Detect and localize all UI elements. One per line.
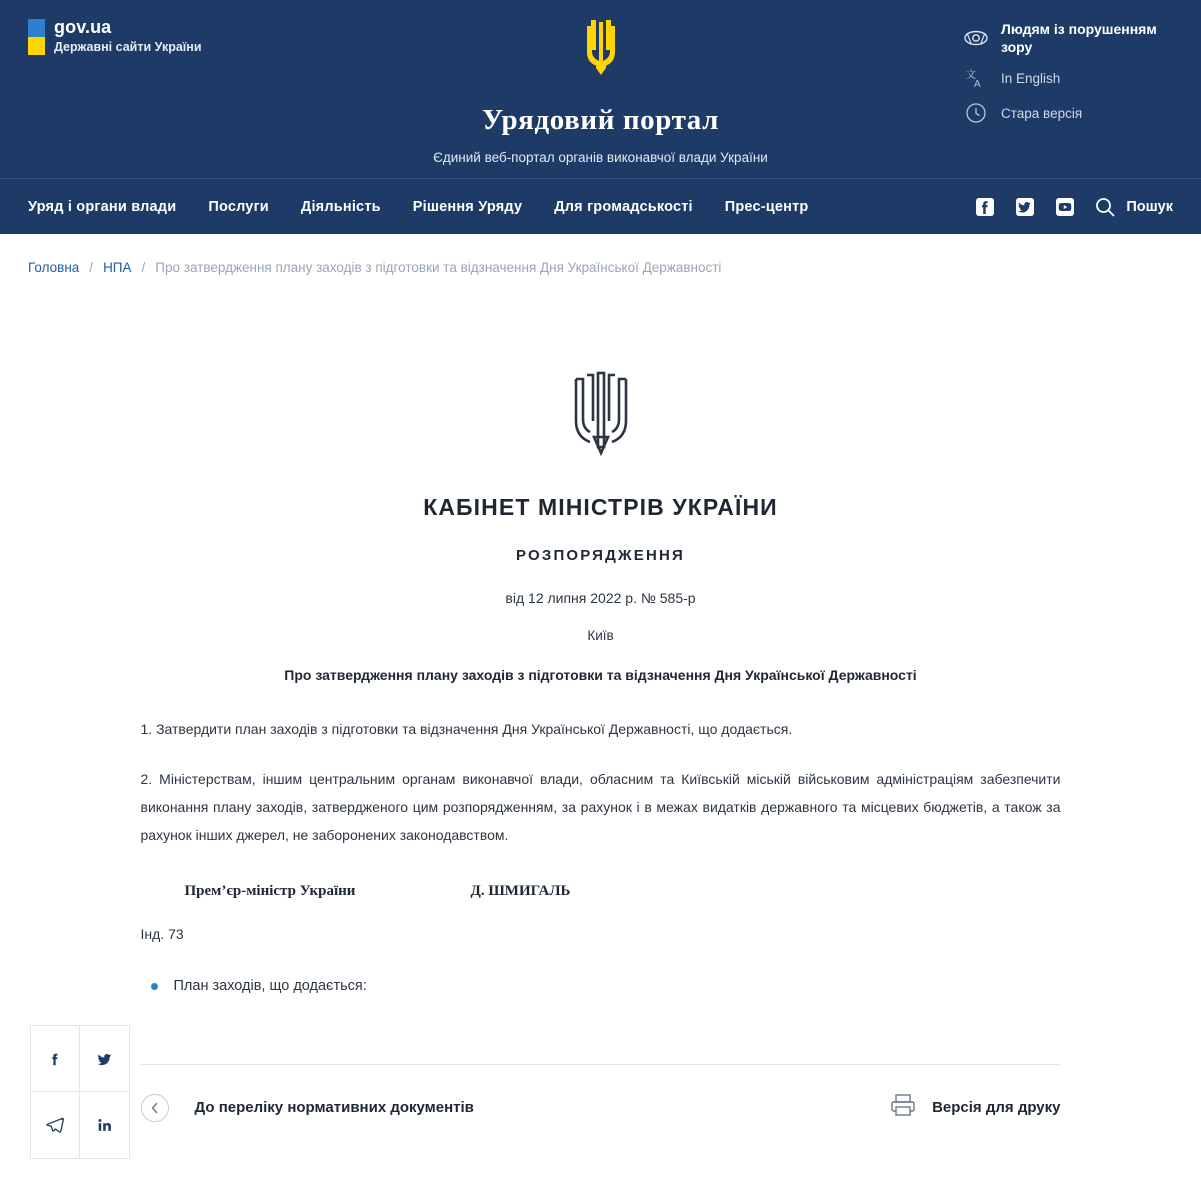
twitter-icon[interactable] — [1014, 196, 1036, 218]
print-version-button[interactable] — [890, 1093, 1060, 1122]
attachment-item[interactable] — [141, 978, 1061, 994]
breadcrumb-current: Про затвердження плану заходів з підготовки та відзначення Дня Української Державності — [155, 260, 722, 275]
print-version-label: Версія для друку — [932, 1099, 1061, 1116]
portal-title: Урядовий портал — [481, 104, 720, 136]
attachment-link[interactable]: План заходів, що додається: — [173, 978, 367, 994]
english-label: In English — [1001, 70, 1061, 86]
nav-items — [28, 199, 809, 215]
share-twitter-button[interactable] — [80, 1026, 129, 1092]
document-crest — [141, 367, 1061, 464]
breadcrumb — [0, 234, 1201, 275]
gov-ua-text — [54, 16, 202, 56]
nav-item-services[interactable]: Послуги — [208, 198, 269, 215]
search-label: Пошук — [1126, 198, 1173, 215]
document-footer — [141, 1064, 1061, 1156]
document-paragraph-2: 2. Міністерствам, іншим центральним органам виконавчої влади, обласним та Київській міській військовим адміністраціям забезпечити виконання плану заходів, затвердженого цим розпорядженням, за рахунок і в межах видатків державного та місцевих бюджетів, а також за рахунок інших джерел, не заборонених законодавством. — [140, 771, 1061, 843]
search-button[interactable] — [1094, 196, 1173, 218]
old-version-link[interactable] — [963, 100, 1173, 126]
share-linkedin-button[interactable] — [80, 1092, 129, 1158]
signature-row — [141, 883, 1061, 900]
gov-ua-subtitle: Державні сайти України — [54, 40, 202, 54]
ukraine-flag-icon — [28, 19, 45, 55]
breadcrumb-home[interactable]: Головна — [28, 260, 80, 275]
share-telegram-button[interactable] — [31, 1092, 80, 1158]
trident-crest-icon — [578, 18, 624, 83]
header-top — [0, 0, 1201, 178]
signature-title: Прем’єр-міністр України — [184, 883, 356, 899]
svg-text:A: A — [974, 79, 981, 89]
youtube-icon[interactable] — [1054, 196, 1076, 218]
content-area — [0, 275, 1201, 1156]
translate-icon — [963, 65, 989, 91]
trident-crest-icon — [570, 367, 632, 459]
english-link[interactable] — [963, 65, 1173, 91]
printer-icon[interactable] — [890, 1093, 916, 1122]
facebook-icon — [46, 1050, 64, 1068]
accessibility-label: Людям із порушенням зору — [1001, 21, 1157, 55]
facebook-icon[interactable] — [974, 196, 996, 218]
telegram-icon — [45, 1115, 65, 1135]
accessibility-link[interactable] — [963, 20, 1173, 56]
document-date: від 12 липня 2022 р. № 585-р — [505, 590, 696, 606]
nav-item-activity[interactable]: Діяльність — [300, 198, 381, 215]
svg-text:文: 文 — [966, 70, 976, 81]
share-rail — [30, 1025, 130, 1159]
document-index: Інд. 73 — [140, 926, 184, 942]
nav-item-public[interactable]: Для громадськості — [554, 198, 693, 215]
share-facebook-button[interactable] — [31, 1026, 80, 1092]
document-subject: Про затвердження плану заходів з підготовки та відзначення Дня Української Державності — [284, 667, 917, 683]
back-to-list-button[interactable] — [141, 1094, 474, 1122]
nav-item-press-center[interactable]: Прес-центр — [724, 198, 809, 215]
low-vision-icon — [963, 25, 989, 51]
breadcrumb-separator: / — [141, 260, 146, 275]
bullet-icon — [151, 983, 158, 990]
nav-right — [974, 196, 1173, 218]
search-icon[interactable] — [1094, 196, 1116, 218]
nav-item-decisions[interactable]: Рішення Уряду — [412, 198, 523, 215]
gov-ua-title: gov.ua — [54, 17, 112, 37]
document-paragraph-1: 1. Затвердити план заходів з підготовки та відзначення Дня Української Державності, що додається. — [140, 721, 793, 737]
breadcrumb-section[interactable]: НПА — [103, 260, 132, 275]
document-organization: КАБІНЕТ МІНІСТРІВ УКРАЇНИ — [423, 494, 778, 520]
back-to-list-label: До переліку нормативних документів — [194, 1099, 474, 1116]
signature-name: Д. ШМИГАЛЬ — [470, 883, 571, 899]
portal-subtitle: Єдиний веб-портал органів виконавчої влади України — [433, 150, 768, 165]
old-version-label: Стара версія — [1001, 105, 1083, 121]
document-city: Київ — [587, 628, 614, 643]
breadcrumb-separator: / — [89, 260, 94, 275]
document-type: РОЗПОРЯДЖЕННЯ — [515, 547, 686, 564]
document-body — [141, 275, 1061, 994]
linkedin-icon — [96, 1116, 114, 1134]
gov-ua-badge[interactable] — [28, 16, 202, 56]
nav-item-government[interactable]: Уряд і органи влади — [28, 198, 177, 215]
chevron-left-icon[interactable] — [141, 1094, 169, 1122]
main-navigation — [0, 178, 1201, 234]
site-header — [0, 0, 1201, 234]
twitter-icon — [96, 1050, 114, 1068]
history-icon — [963, 100, 989, 126]
header-utilities — [963, 20, 1173, 135]
